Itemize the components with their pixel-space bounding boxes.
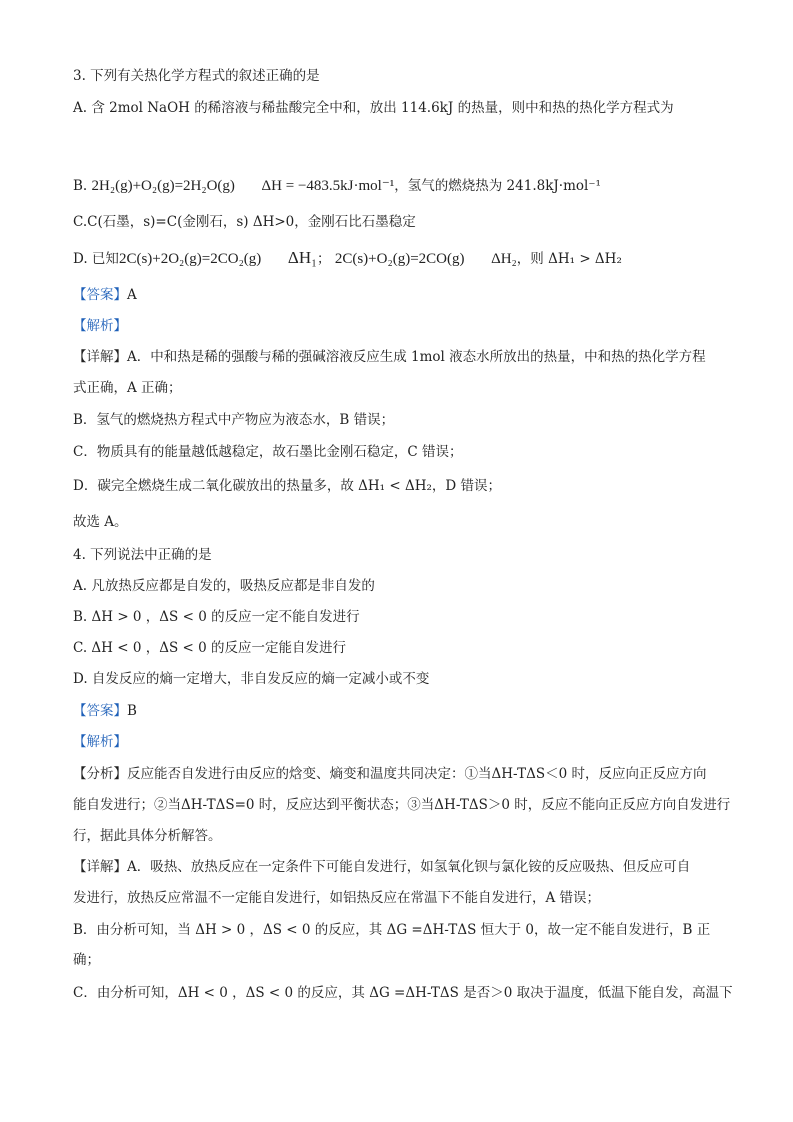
q4-answer	[73, 701, 733, 721]
q4-detail-a-text-1: A．吸热、放热反应在一定条件下可能自发进行，如氢氧化钡与氯化铵的反应吸热、但反应可自	[127, 859, 691, 875]
q3-title: 3. 下列有关热化学方程式的叙述正确的是	[73, 68, 320, 84]
q3-analysis-tag	[73, 316, 733, 336]
q4-detail-tag: 【详解】	[73, 859, 127, 875]
q3-option-b-label: B.	[73, 178, 88, 194]
q3-detail-b: B．氢气的燃烧热方程式中产物应为液态水，B 错误；	[73, 412, 395, 428]
q3-option-d-separator: ；	[317, 251, 331, 267]
q4-fenxi-line-1	[73, 764, 733, 784]
q3-option-d	[73, 248, 733, 269]
q4-fenxi-line-2: 能自发进行；②当ΔH-TΔS=0 时，反应达到平衡状态；③当ΔH-TΔS＞0 时，反应不能向正反应方向自发进行	[73, 797, 731, 813]
q3-answer-tag: 【答案】	[73, 287, 127, 303]
q3-option-d-label: D. 已知	[73, 251, 119, 267]
q3-option-d-tail: ，则 ΔH₁ > ΔH₂	[516, 251, 622, 267]
q4-answer-tag: 【答案】	[73, 703, 127, 719]
q4-fenxi-tag: 【分析】	[73, 766, 127, 782]
q4-analysis-tag	[73, 732, 733, 752]
q4-detail-c: C．由分析可知，ΔH < 0 ，ΔS < 0 的反应，其 ΔG =ΔH-TΔS 是否＞0 取决于温度，低温下能自发，高温下	[73, 985, 733, 1001]
q4-detail-a-line-2: 发进行，放热反应常温不一定能自发进行，如铝热反应在常温下不能自发进行，A 错误；	[73, 890, 601, 906]
q3-detail-a-line-1	[73, 347, 733, 367]
q3-analysis-label: 【解析】	[73, 318, 127, 334]
q4-answer-value: B	[127, 703, 137, 719]
q3-option-d-equation-1: 2C(s)+2O₂(g)=2CO₂(g)	[118, 251, 262, 267]
q4-title: 4. 下列说法中正确的是	[73, 547, 212, 563]
q3-option-a: A. 含 2mol NaOH 的稀溶液与稀盐酸完全中和，放出 114.6kJ 的热量，则中和热的热化学方程式为	[73, 100, 674, 116]
q3-option-b-enthalpy: ΔH = −483.5kJ·mol⁻¹	[261, 178, 395, 194]
q3-option-d-enthalpy-2: ΔH₂	[491, 251, 517, 267]
q3-detail-a-text-1: A．中和热是稀的强酸与稀的强碱溶液反应生成 1mol 液态水所放出的热量，中和热的热化学方程	[127, 349, 706, 365]
q4-detail-b-line-1: B．由分析可知，当 ΔH > 0 ，ΔS < 0 的反应，其 ΔG =ΔH-TΔS 恒大于 0，故一定不能自发进行，B 正	[73, 922, 711, 938]
q4-option-d: D. 自发反应的熵一定增大，非自发反应的熵一定减小或不变	[73, 671, 430, 687]
q4-option-b: B. ΔH > 0 ，ΔS < 0 的反应一定不能自发进行	[73, 609, 360, 625]
q4-detail-b-line-2: 确；	[73, 952, 100, 968]
q3-detail-d: D．碳完全燃烧生成二氧化碳放出的热量多，故 ΔH₁ < ΔH₂，D 错误；	[73, 478, 501, 494]
q3-conclusion: 故选 A。	[73, 514, 128, 530]
q3-option-b-tail: ，氢气的燃烧热为 241.8kJ·mol⁻¹	[394, 178, 601, 194]
q3-detail-tag: 【详解】	[73, 349, 127, 365]
q3-option-d-enthalpy-1: ΔH₁	[287, 248, 318, 267]
q4-detail-a-line-1	[73, 857, 733, 877]
q3-option-c: C.C(石墨，s)=C(金刚石，s) ΔH>0，金刚石比石墨稳定	[73, 214, 416, 230]
q4-fenxi-line-3: 行，据此具体分析解答。	[73, 828, 222, 844]
q3-detail-c: C．物质具有的能量越低越稳定，故石墨比金刚石稳定，C 错误；	[73, 444, 463, 460]
q4-fenxi-text-1: 反应能否自发进行由反应的焓变、熵变和温度共同决定：①当ΔH-TΔS＜0 时，反应向正反应方向	[127, 766, 707, 782]
q3-answer-value: A	[127, 287, 137, 303]
q3-answer	[73, 285, 733, 305]
q3-option-b-equation: 2H₂(g)+O₂(g)=2H₂O(g)	[91, 178, 235, 194]
q4-analysis-label: 【解析】	[73, 734, 127, 750]
q3-option-b	[73, 176, 733, 196]
q4-option-c: C. ΔH < 0 ，ΔS < 0 的反应一定能自发进行	[73, 640, 346, 656]
q3-detail-a-line-2: 式正确，A 正确；	[73, 380, 182, 396]
q3-option-d-equation-2: 2C(s)+O₂(g)=2CO(g)	[334, 251, 465, 267]
q4-option-a: A. 凡放热反应都是自发的，吸热反应都是非自发的	[73, 578, 375, 594]
